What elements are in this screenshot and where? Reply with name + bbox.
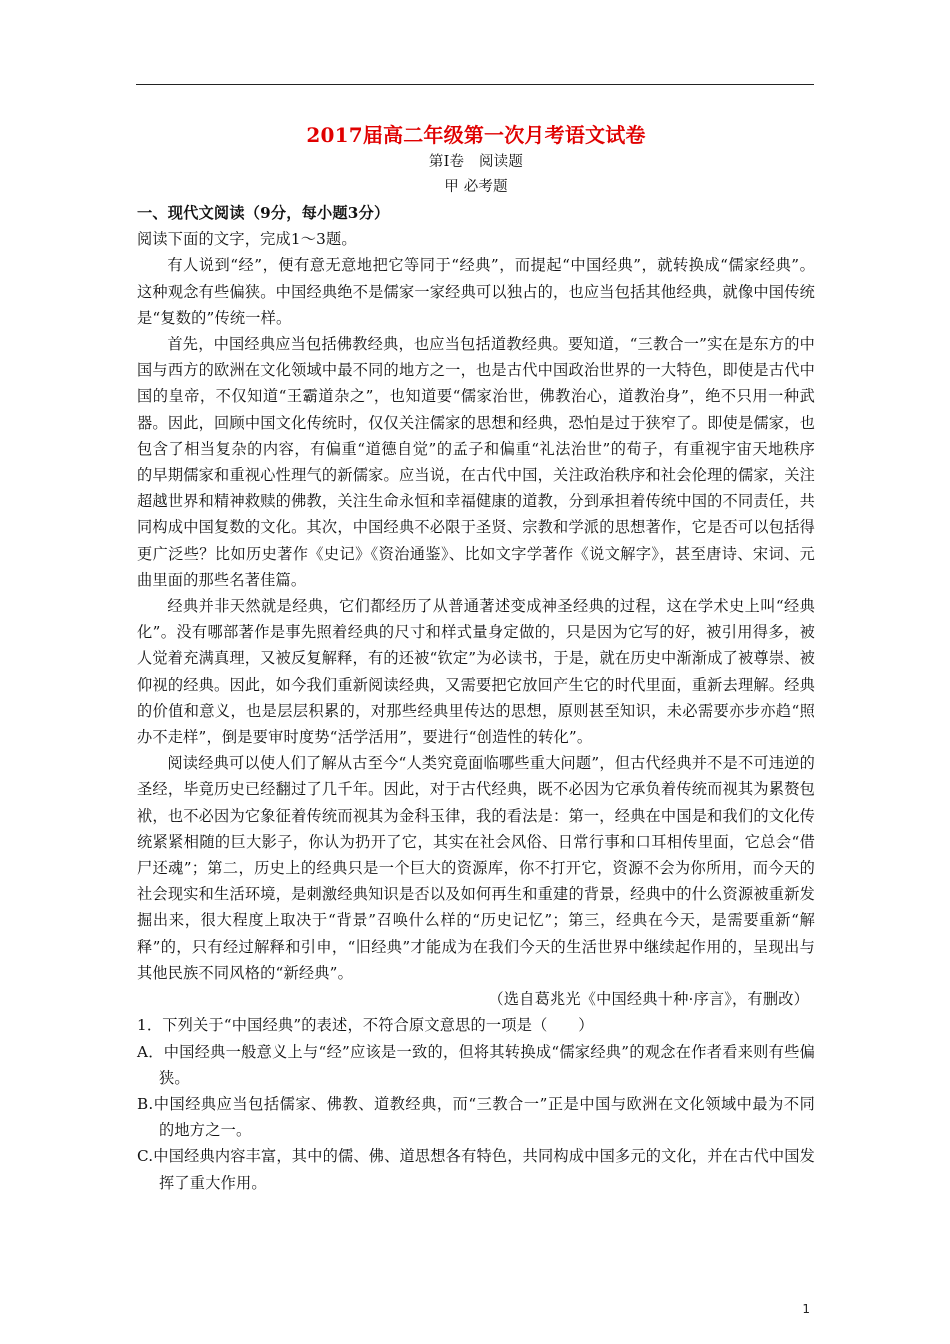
question-option-b: B.中国经典应当包括儒家、佛教、道教经典，而“三教合一”正是中国与欧洲在文化领域中最为不同的地方之一。 [137, 1094, 815, 1140]
reading-instruction: 阅读下面的文字，完成1～3题。 [137, 230, 357, 249]
passage-paragraph-1: 有人说到“经”，便有意无意地把它等同于“经典”，而提起“中国经典”，就转换成“儒家经典”。这种观念有些偏狭。中国经典绝不是儒家一家经典可以独占的，也应当包括其他经典，就像中国传统是“复数的”传统一样。 [137, 256, 815, 327]
question-option-c: C.中国经典内容丰富，其中的儒、佛、道思想各有特色，共同构成中国多元的文化，并在古代中国发挥了重大作用。 [137, 1147, 815, 1192]
passage-source: （选自葛兆光《中国经典十种·序言》，有删改） [488, 990, 809, 1009]
exam-title: 2017届高二年级第一次月考语文试卷 [306, 123, 646, 147]
passage-paragraph-3: 经典并非天然就是经典，它们都经历了从普通著述变成神圣经典的过程，这在学术史上叫“经典化”。没有哪部著作是事先照着经典的尺寸和样式量身定做的，只是因为它写的好，被引用得多，被人觉着充满真理，又被反复解释，有的还被“钦定”为必读书，于是，就在历史中渐渐成了被尊崇、被仰视的经典。因此，如今我们重新阅读经典，又需要把它放回产生它的时代里面，重新去理解。经典的价值和意义，也是层层积累的，对那些经典里传达的思想，原则甚至知识，未必需要亦步亦趋“照办不走样”，倒是要审时度势“活学活用”，要进行“创造性的转化”。 [137, 597, 815, 747]
exam-page [137, 120, 815, 1196]
section-heading: 一、现代文阅读（9分，每小题3分） [137, 204, 390, 222]
page-number: 1 [802, 1302, 810, 1316]
part-label: 甲 必考题 [444, 179, 508, 195]
question-option-a: A．中国经典一般意义上与“经”应该是一致的，但将其转换成“儒家经典”的观念在作者看来则有些偏狭。 [137, 1042, 815, 1087]
passage-paragraph-4: 阅读经典可以使人们了解从古至今“人类究竟面临哪些重大问题”，但古代经典并不是不可违逆的圣经，毕竟历史已经翻过了几千年。因此，对于古代经典，既不必因为它承负着传统而视其为累赘包袱，也不必因为它象征着传统而视其为金科玉律，我的看法是：第一，经典在中国是和我们的文化传统紧紧相随的巨大影子，你认为扔开了它，其实在社会风俗、日常行事和口耳相传里面，它总会“借尸还魂”；第二，历史上的经典只是一个巨大的资源库，你不打开它，资源不会为你所用，而今天的社会现实和生活环境，是刺激经典知识是否以及如何再生和重建的背景，经典中的什么资源被重新发掘出来，很大程度上取决于“背景”召唤什么样的“历史记忆”；第三，经典在今天，是需要重新“解释”的，只有经过解释和引申，“旧经典”才能成为在我们今天的生活世界中继续起作用的，呈现出与其他民族不同风格的“新经典”。 [137, 754, 815, 982]
question-stem: 1．下列关于“中国经典”的表述，不符合原文意思的一项是（ ） [137, 1016, 594, 1035]
header-rule [136, 84, 814, 85]
passage-paragraph-2: 首先，中国经典应当包括佛教经典，也应当包括道教经典。要知道，“三教合一”实在是东方的中国与西方的欧洲在文化领域中最不同的地方之一，也是古代中国政治世界的一大特色，即使是古代中国的皇帝，不仅知道“王霸道杂之”，也知道要“儒家治世，佛教治心，道教治身”，绝不只用一种武器。因此，回顾中国文化传统时，仅仅关注儒家的思想和经典，恐怕是过于狭窄了。即使是儒家，也包含了相当复杂的内容，有偏重“道德自觉”的孟子和偏重“礼法治世”的荀子，有重视宇宙天地秩序的早期儒家和重视心性理气的新儒家。应当说，在古代中国，关注政治秩序和社会伦理的儒家，关注超越世界和精神救赎的佛教，关注生命永恒和幸福健康的道教，分到承担着传统中国的不同责任，共同构成中国复数的文化。其次，中国经典不必限于圣贤、宗教和学派的思想著作，它是否可以包括得更广泛些？比如历史著作《史记》《资治通鉴》、比如文字学著作《说文解字》，甚至唐诗、宋词、元曲里面的那些名著佳篇。 [137, 335, 815, 589]
volume-label: 第Ⅰ卷 阅读题 [428, 154, 524, 170]
